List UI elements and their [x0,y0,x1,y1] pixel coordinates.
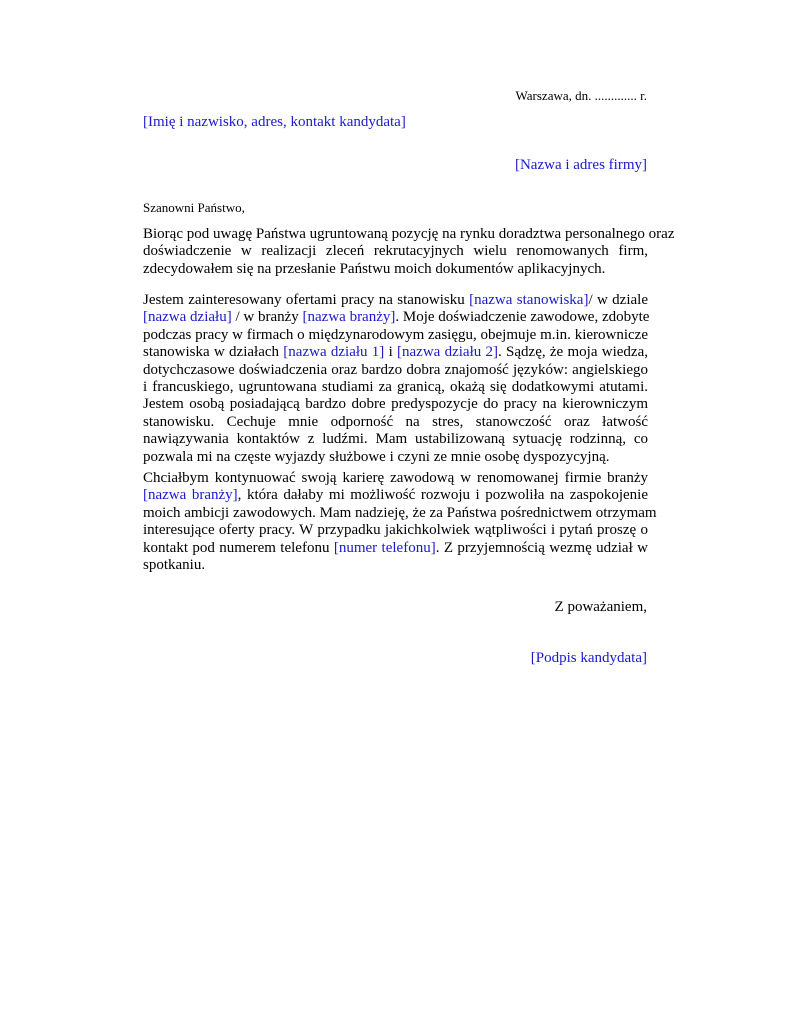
paragraph-line [143,540,648,557]
text-segment: . Sądzę, że moja wiedza, [498,344,648,361]
paragraph-line [143,309,648,326]
position-placeholder: [nazwa stanowiska] [469,292,589,308]
text-segment: stanowiska w działach [143,344,284,361]
industry-placeholder: [nazwa branży] [302,309,396,326]
paragraph-experience [143,292,648,466]
department-1-placeholder: [nazwa działu 1] [283,344,385,361]
paragraph-line [143,292,648,309]
text-segment: kontakt pod numerem telefonu [143,539,334,556]
paragraph-line: zdecydowałem się na przesłanie Państwu moich dokumentów aplikacyjnych. [143,260,606,277]
salutation: Szanowni Państwo, [143,200,245,215]
date-line: Warszawa, dn. ............. r. [515,88,647,103]
department-placeholder: [nazwa działu] [143,309,232,326]
closing: Z poważaniem, [554,599,647,615]
paragraph-line: Chciałbym kontynuować swoją karierę zawodową w renomowanej firmie branży [143,470,648,486]
phone-placeholder: [numer telefonu] [333,539,436,556]
department-2-placeholder: [nazwa działu 2] [397,344,499,361]
text-segment: / w branży [231,309,303,326]
paragraph-line: interesujące oferty pracy. W przypadku jakichkolwiek wątpliwości i pytań proszę o [143,522,648,539]
text-segment: , która dałaby mi możliwość rozwoju i pozwoliła na zaspokojenie [237,487,648,504]
text-segment: Jestem zainteresowany ofertami pracy na stanowisku [143,292,470,308]
paragraph-line [143,344,648,361]
paragraph-line: spotkaniu. [143,556,206,573]
candidate-placeholder: [Imię i nazwisko, adres, kontakt kandydata] [143,114,406,130]
signature-placeholder: [Podpis kandydata] [530,650,647,666]
industry-placeholder: [nazwa branży] [143,487,238,504]
paragraph-line: i francuskiego, ugruntowana studiami za granicą, okażą się dodatkowymi atutami. [143,378,648,395]
paragraph-line: nawiązywania kontaktów z ludźmi. Mam ustabilizowaną sytuację rodzinną, co [143,431,648,448]
paragraph-motivation [143,470,657,574]
paragraph-line: Jestem osobą posiadającą bardzo dobre predyspozycje do pracy na kierowniczym [143,396,648,413]
paragraph-intro [143,226,675,278]
paragraph-line: stanowisku. Cechuje mnie odporność na stres, stanowczość oraz łatwość [143,413,648,430]
paragraph-line: moich ambicji zawodowych. Mam nadzieję, że za Państwa pośrednictwem otrzymam [143,504,657,521]
text-segment: . Moje doświadczenie zawodowe, zdobyte [395,309,650,326]
text-segment: i [384,344,398,361]
paragraph-line: doświadczenie w realizacji zleceń rekrutacyjnych wielu renomowanych firm, [143,243,648,260]
company-placeholder: [Nazwa i adres firmy] [514,157,647,173]
paragraph-line: Biorąc pod uwagę Państwa ugruntowaną pozycję na rynku doradztwa personalnego oraz [143,226,675,242]
text-segment: / w dziale [588,292,648,308]
paragraph-line: dotychczasowe doświadczenia oraz bardzo dobra znajomość języków: angielskiego [143,361,648,378]
paragraph-line [143,487,648,504]
text-segment: . Z przyjemnością wezmę udział w [435,539,648,556]
paragraph-line: pozwala mi na częste wyjazdy służbowe i czyni ze mnie osobę dyspozycyjną. [143,448,610,465]
paragraph-line: podczas pracy w firmach o międzynarodowym zasięgu, obejmuje m.in. kierownicze [143,326,648,343]
